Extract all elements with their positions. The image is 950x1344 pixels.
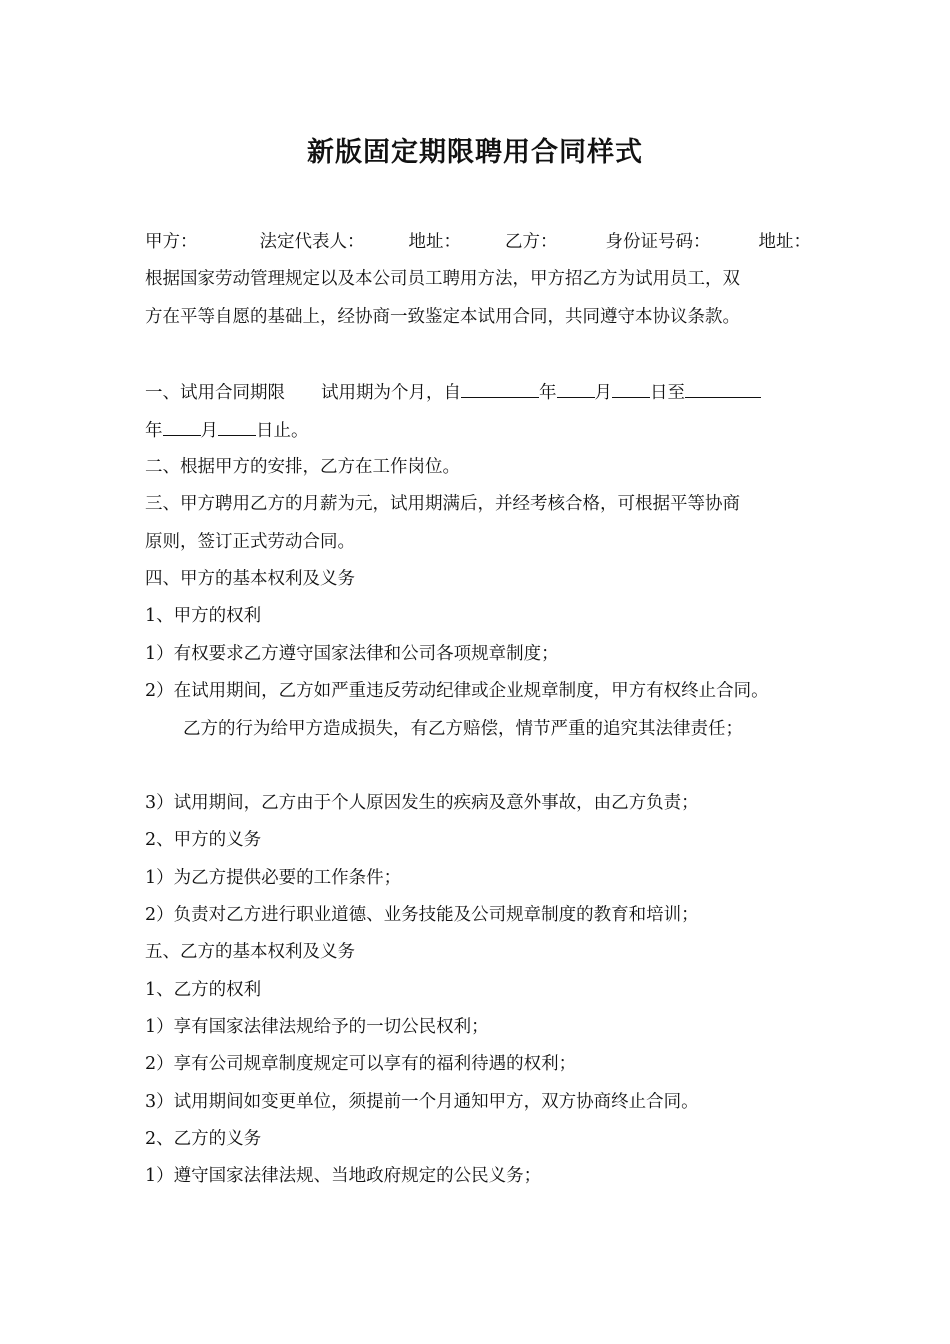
clause-line: 2）享有公司规章制度规定可以享有的福利待遇的权利； [145,1054,577,1074]
document-title: 新版固定期限聘用合同样式 [307,137,643,168]
clause-line: 3）试用期间，乙方由于个人原因发生的疾病及意外事故，由乙方负责； [145,793,699,813]
legal-rep-label: 法定代表人： [259,232,365,252]
clause-line: 二、根据甲方的安排，乙方在工作岗位。 [145,457,460,477]
subsection-heading: 1、甲方的权利 [145,606,262,626]
clause-line: 原则，签订正式劳动合同。 [145,532,355,552]
clause-line: 1）有权要求乙方遵守国家法律和公司各项规章制度； [145,644,559,664]
clause-line: 三、甲方聘用乙方的月薪为元，试用期满后，并经考核合格，可根据平等协商 [145,494,740,514]
party-a-label: 甲方： [145,232,198,252]
end-day-label: 日止。 [256,421,309,441]
year-label: 年 [539,383,557,403]
clause-line: 1）享有国家法律法规给予的一切公民权利； [145,1017,489,1037]
subsection-heading: 2、乙方的义务 [145,1129,262,1149]
id-number-label: 身份证号码： [605,232,711,252]
section-heading: 四、甲方的基本权利及义务 [145,569,355,589]
parties-line [145,230,811,254]
month-label: 月 [594,383,612,403]
section1-text: 试用期为个月，自 [321,383,461,403]
end-day-blank [218,418,256,436]
year-blank [461,380,539,398]
intro-line: 根据国家劳动管理规定以及本公司员工聘用方法，甲方招乙方为试用员工，双 [145,269,740,289]
end-month-label: 月 [200,421,218,441]
section1-line2 [145,418,309,443]
clause-line: 1）遵守国家法律法规、当地政府规定的公民义务； [145,1166,542,1186]
clause-line: 2）在试用期间，乙方如严重违反劳动纪律或企业规章制度，甲方有权终止合同。 [145,681,769,701]
day-blank [612,380,650,398]
section1-heading: 一、试用合同期限 [145,383,285,403]
section1-line [145,380,761,405]
intro-line: 方在平等自愿的基础上，经协商一致鉴定本试用合同，共同遵守本协议条款。 [145,307,740,327]
end-year-label: 年 [145,421,163,441]
subsection-heading: 2、甲方的义务 [145,830,262,850]
party-b-label: 乙方： [505,232,558,252]
end-month-blank [163,418,201,436]
subsection-heading: 1、乙方的权利 [145,980,262,1000]
month-blank [557,380,595,398]
day-to-label: 日至 [650,383,685,403]
address-a-label: 地址： [408,232,461,252]
section-heading: 五、乙方的基本权利及义务 [145,942,355,962]
clause-line: 乙方的行为给甲方造成损失，有乙方赔偿，情节严重的追究其法律责任； [183,719,743,739]
clause-line: 3）试用期间如变更单位，须提前一个月通知甲方，双方协商终止合同。 [145,1092,699,1112]
clause-line: 2）负责对乙方进行职业道德、业务技能及公司规章制度的教育和培训； [145,905,699,925]
address-b-label: 地址： [758,232,811,252]
clause-line: 1）为乙方提供必要的工作条件； [145,868,402,888]
end-year-blank [685,380,761,398]
